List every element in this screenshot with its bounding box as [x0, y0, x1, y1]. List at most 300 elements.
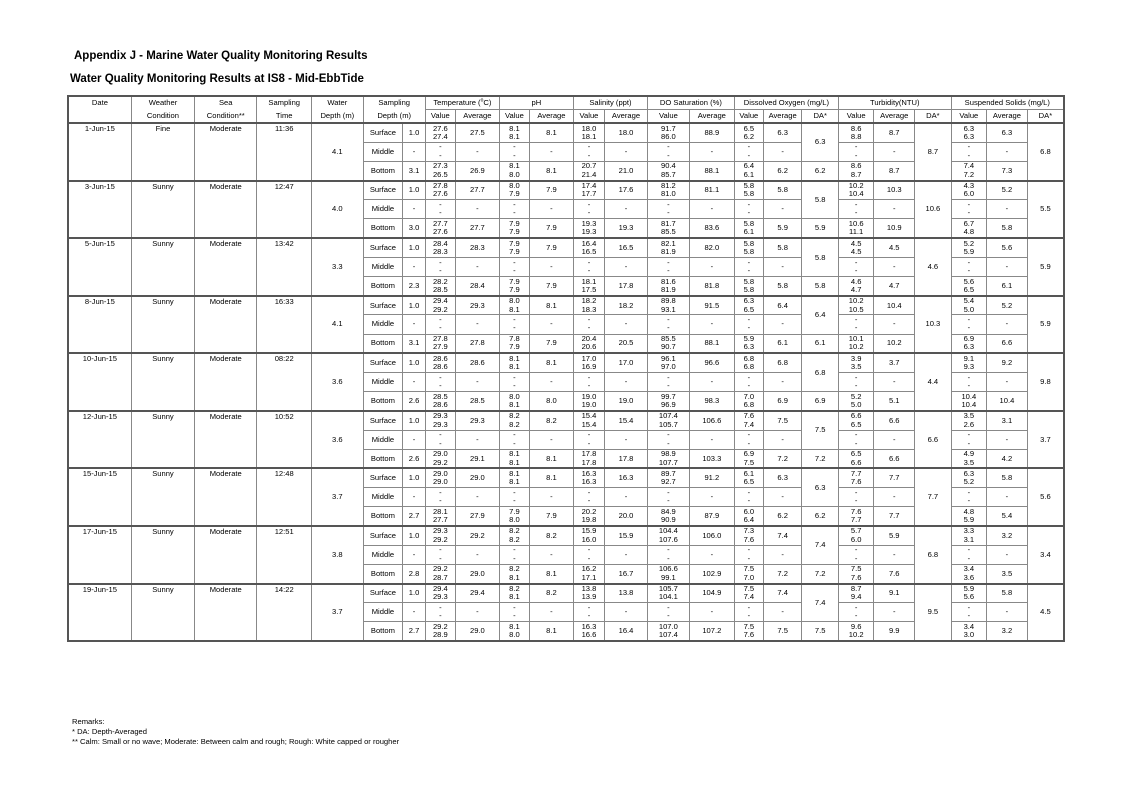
sampling-level-cell: Bottom	[363, 564, 403, 583]
do-saturation-values-reading: 99.1	[660, 572, 676, 582]
salinity-average: 15.4	[605, 411, 648, 430]
suspended-solids-values	[951, 200, 986, 219]
salinity-average: 17.6	[605, 181, 648, 200]
dissolved-oxygen-average: 7.4	[763, 526, 802, 545]
do-saturation-average: 91.5	[689, 296, 734, 315]
dissolved-oxygen-average: 7.4	[763, 584, 802, 603]
suspended-solids-da: 9.8	[1027, 353, 1064, 411]
do-saturation-values	[647, 161, 689, 180]
do-saturation-values-reading: -	[667, 315, 670, 325]
suspended-solids-values-reading: 5.0	[963, 304, 975, 314]
suspended-solids-values-reading: -	[967, 381, 971, 391]
dissolved-oxygen-values-reading: -	[747, 265, 751, 275]
salinity-values	[573, 392, 604, 411]
dissolved-oxygen-values-reading: -	[747, 142, 751, 152]
turbidity-values	[838, 468, 873, 487]
temperature-values-reading: 29.4	[432, 296, 448, 306]
ph-values-reading: -	[513, 265, 516, 275]
temperature-values-reading: 27.4	[432, 131, 448, 141]
salinity-values-reading: -	[587, 265, 591, 275]
dissolved-oxygen-values-reading: 5.8	[743, 284, 755, 294]
dissolved-oxygen-bottom-da: 7.5	[802, 622, 838, 641]
ph-values	[499, 564, 529, 583]
suspended-solids-values-reading: 5.9	[963, 515, 975, 525]
turbidity-values-reading: -	[854, 323, 858, 333]
turbidity-average: 10.4	[874, 296, 915, 315]
weather-cell: Sunny	[131, 296, 194, 354]
temperature-values	[425, 488, 455, 507]
do-saturation-values	[647, 257, 689, 276]
ph-values-reading: 8.1	[509, 161, 520, 171]
appendix-title: Appendix J - Marine Water Quality Monitoring Results	[74, 50, 368, 62]
turbidity-average: 9.1	[874, 584, 915, 603]
sampling-time-cell: 13:42	[257, 238, 312, 296]
header-salinity: Salinity (ppt)	[573, 96, 647, 110]
temperature-values-reading: -	[439, 265, 442, 275]
turbidity-average: 4.5	[874, 238, 915, 257]
turbidity-values-reading: 10.2	[848, 181, 864, 191]
turbidity-average: 7.6	[874, 564, 915, 583]
water-depth-cell: 4.0	[312, 181, 364, 239]
suspended-solids-da: 5.9	[1027, 238, 1064, 296]
temperature-values-reading: -	[439, 487, 442, 497]
dissolved-oxygen-values-reading: 7.6	[743, 630, 755, 640]
suspended-solids-average: -	[987, 603, 1028, 622]
ph-average: 8.2	[529, 584, 573, 603]
header-average: Average	[763, 110, 802, 124]
salinity-values	[573, 334, 604, 353]
temperature-values-reading: -	[439, 323, 442, 333]
ph-average: -	[529, 430, 573, 449]
turbidity-values-reading: -	[854, 430, 858, 440]
sampling-level-cell: Surface	[363, 526, 403, 545]
dissolved-oxygen-average: -	[763, 257, 802, 276]
header-value: Value	[647, 110, 689, 124]
temperature-values	[425, 200, 455, 219]
dissolved-oxygen-average: 5.8	[763, 277, 802, 296]
do-saturation-average: 98.3	[689, 392, 734, 411]
salinity-values	[573, 181, 604, 200]
do-saturation-values-reading: -	[667, 381, 670, 391]
temperature-average: 29.0	[455, 564, 499, 583]
salinity-average: -	[605, 603, 648, 622]
suspended-solids-values	[951, 123, 986, 142]
suspended-solids-values	[951, 564, 986, 583]
sea-condition-cell: Moderate	[195, 238, 257, 296]
dissolved-oxygen-values-reading: 6.0	[743, 506, 755, 516]
salinity-values-reading: 20.7	[581, 161, 597, 171]
temperature-values-reading: 27.7	[432, 515, 448, 525]
salinity-average: -	[605, 430, 648, 449]
suspended-solids-values	[951, 296, 986, 315]
temperature-values	[425, 257, 455, 276]
suspended-solids-values-reading: 6.5	[963, 284, 975, 294]
dissolved-oxygen-da: 6.3	[802, 468, 838, 506]
suspended-solids-values-reading: 2.6	[963, 419, 975, 429]
turbidity-values-reading: -	[854, 150, 858, 160]
do-saturation-values-reading: -	[667, 545, 670, 555]
suspended-solids-values-reading: 4.3	[963, 181, 975, 191]
turbidity-values-reading: 6.5	[850, 419, 862, 429]
sampling-level-cell: Bottom	[363, 392, 403, 411]
salinity-values-reading: 19.3	[581, 227, 597, 237]
ph-values	[499, 315, 529, 334]
turbidity-values	[838, 161, 873, 180]
turbidity-values-reading: 4.5	[850, 238, 862, 248]
ph-values-reading: 8.1	[509, 353, 520, 363]
do-saturation-values-reading: 85.5	[660, 227, 676, 237]
dissolved-oxygen-average: -	[763, 142, 802, 161]
temperature-values-reading: -	[439, 602, 442, 612]
suspended-solids-average: 3.1	[987, 411, 1028, 430]
ph-values-reading: 8.1	[509, 457, 520, 467]
do-saturation-values-reading: -	[667, 553, 670, 563]
dissolved-oxygen-average: 6.2	[763, 507, 802, 526]
turbidity-values-reading: -	[854, 381, 858, 391]
salinity-values-reading: 16.3	[581, 621, 597, 631]
salinity-values	[573, 257, 604, 276]
turbidity-values	[838, 430, 873, 449]
do-saturation-values-reading: -	[667, 611, 670, 621]
salinity-average: 13.8	[605, 584, 648, 603]
salinity-values	[573, 200, 604, 219]
table-row	[68, 181, 1064, 200]
do-saturation-values-reading: 89.7	[660, 468, 676, 478]
suspended-solids-values-reading: 10.4	[961, 399, 977, 409]
turbidity-da: 8.7	[915, 123, 952, 181]
suspended-solids-values-reading: 5.2	[963, 477, 975, 487]
turbidity-values-reading: -	[854, 372, 858, 382]
suspended-solids-values	[951, 334, 986, 353]
salinity-values-reading: 13.9	[581, 592, 597, 602]
temperature-values-reading: 29.3	[432, 411, 448, 421]
ph-values-reading: 8.2	[509, 584, 520, 594]
header-sampling-depth: Sampling	[363, 96, 425, 110]
salinity-values	[573, 219, 604, 238]
header-water-depth-2: Depth (m)	[312, 110, 364, 124]
sampling-level-cell: Surface	[363, 238, 403, 257]
do-saturation-values-reading: 98.9	[660, 449, 676, 459]
dissolved-oxygen-average: 6.8	[763, 353, 802, 372]
salinity-values-reading: 20.4	[581, 334, 597, 344]
weather-cell: Sunny	[131, 181, 194, 239]
dissolved-oxygen-values-reading: -	[747, 496, 751, 506]
ph-values-reading: 7.9	[509, 284, 520, 294]
sea-condition-cell: Moderate	[195, 181, 257, 239]
salinity-average: 19.0	[605, 392, 648, 411]
dissolved-oxygen-values	[734, 238, 763, 257]
temperature-values-reading: -	[439, 315, 442, 325]
temperature-average: 29.3	[455, 411, 499, 430]
do-saturation-average: -	[689, 603, 734, 622]
suspended-solids-average: 5.8	[987, 584, 1028, 603]
turbidity-average: 9.9	[874, 622, 915, 641]
turbidity-values	[838, 219, 873, 238]
ph-average: 7.9	[529, 238, 573, 257]
do-saturation-values-reading: -	[667, 602, 670, 612]
temperature-values	[425, 238, 455, 257]
header-weather: Weather	[131, 96, 194, 110]
ph-average: -	[529, 603, 573, 622]
suspended-solids-values	[951, 526, 986, 545]
do-saturation-average: -	[689, 488, 734, 507]
ph-values-reading: 7.9	[509, 342, 520, 352]
sampling-time-cell: 16:33	[257, 296, 312, 354]
dissolved-oxygen-values-reading: -	[747, 257, 751, 267]
turbidity-values-reading: 6.5	[850, 449, 862, 459]
salinity-values	[573, 372, 604, 391]
suspended-solids-values	[951, 622, 986, 641]
ph-average: 8.1	[529, 564, 573, 583]
turbidity-average: -	[874, 200, 915, 219]
temperature-values-reading: 28.6	[432, 399, 448, 409]
turbidity-values-reading: 8.7	[850, 584, 862, 594]
temperature-values	[425, 372, 455, 391]
sea-condition-cell: Moderate	[195, 526, 257, 584]
turbidity-values	[838, 296, 873, 315]
salinity-average: -	[605, 257, 648, 276]
sampling-depth-cell: -	[403, 545, 426, 564]
dissolved-oxygen-bottom-da: 7.2	[802, 449, 838, 468]
temperature-values	[425, 296, 455, 315]
dissolved-oxygen-values-reading: -	[747, 200, 751, 210]
dissolved-oxygen-values-reading: 6.1	[743, 169, 755, 179]
dissolved-oxygen-da: 6.8	[802, 353, 838, 391]
dissolved-oxygen-values-reading: -	[747, 553, 751, 563]
turbidity-values	[838, 545, 873, 564]
salinity-values-reading: 20.6	[581, 342, 597, 352]
suspended-solids-values-reading: 9.3	[963, 362, 975, 372]
dissolved-oxygen-values-reading: 7.6	[743, 534, 755, 544]
suspended-solids-values	[951, 411, 986, 430]
ph-values-reading: 7.8	[509, 334, 520, 344]
header-dissolved-oxygen: Dissolved Oxygen (mg/L)	[734, 96, 838, 110]
salinity-values-reading: 18.1	[581, 276, 597, 286]
salinity-average: 15.9	[605, 526, 648, 545]
turbidity-average: 4.7	[874, 277, 915, 296]
temperature-values-reading: 27.6	[432, 227, 448, 237]
ph-values-reading: -	[513, 438, 516, 448]
dissolved-oxygen-values	[734, 545, 763, 564]
date-cell: 17-Jun-15	[68, 526, 131, 584]
salinity-values-reading: 17.0	[581, 353, 597, 363]
sampling-depth-cell: 1.0	[403, 353, 426, 372]
salinity-values-reading: -	[587, 496, 591, 506]
temperature-average: -	[455, 488, 499, 507]
suspended-solids-values-reading: -	[967, 430, 971, 440]
ph-values	[499, 219, 529, 238]
ph-values	[499, 257, 529, 276]
salinity-values-reading: 15.9	[581, 526, 597, 536]
turbidity-da: 6.8	[915, 526, 952, 584]
do-saturation-values	[647, 353, 689, 372]
do-saturation-values	[647, 603, 689, 622]
ph-values-reading: 8.1	[509, 477, 520, 487]
temperature-values	[425, 584, 455, 603]
temperature-average: 27.9	[455, 507, 499, 526]
temperature-average: -	[455, 257, 499, 276]
suspended-solids-values	[951, 507, 986, 526]
do-saturation-values	[647, 315, 689, 334]
turbidity-values-reading: 3.9	[850, 353, 862, 363]
sampling-time-cell: 12:47	[257, 181, 312, 239]
salinity-average: 18.2	[605, 296, 648, 315]
header-value: Value	[573, 110, 604, 124]
salinity-average: -	[605, 315, 648, 334]
salinity-values-reading: 20.2	[581, 506, 597, 516]
ph-values-reading: 8.1	[509, 131, 520, 141]
turbidity-average: -	[874, 488, 915, 507]
dissolved-oxygen-da: 7.4	[802, 526, 838, 564]
weather-cell: Sunny	[131, 411, 194, 469]
ph-values	[499, 584, 529, 603]
temperature-average: 29.4	[455, 584, 499, 603]
sampling-depth-cell: 1.0	[403, 181, 426, 200]
salinity-values-reading: -	[587, 315, 591, 325]
do-saturation-values-reading: 85.7	[660, 169, 676, 179]
suspended-solids-average: 3.2	[987, 622, 1028, 641]
table-row	[68, 584, 1064, 603]
dissolved-oxygen-values	[734, 603, 763, 622]
do-saturation-values-reading: 99.7	[660, 391, 676, 401]
dissolved-oxygen-average: -	[763, 603, 802, 622]
sampling-time-cell: 11:36	[257, 123, 312, 181]
ph-values	[499, 392, 529, 411]
turbidity-values	[838, 449, 873, 468]
suspended-solids-values	[951, 372, 986, 391]
suspended-solids-values-reading: 3.1	[963, 534, 975, 544]
do-saturation-values-reading: 81.7	[660, 218, 676, 228]
dissolved-oxygen-values-reading: 7.0	[743, 572, 755, 582]
temperature-values	[425, 545, 455, 564]
suspended-solids-values-reading: 6.9	[963, 334, 975, 344]
dissolved-oxygen-values-reading: 6.8	[743, 362, 755, 372]
suspended-solids-average: -	[987, 315, 1028, 334]
temperature-average: 28.3	[455, 238, 499, 257]
header-value: Value	[951, 110, 986, 124]
salinity-values	[573, 161, 604, 180]
suspended-solids-values-reading: -	[967, 372, 971, 382]
header-temperature: Temperature ($^o$C)	[425, 96, 499, 110]
do-saturation-values-reading: 90.7	[660, 342, 676, 352]
temperature-values-reading: 29.0	[432, 449, 448, 459]
salinity-values-reading: -	[587, 430, 591, 440]
do-saturation-values	[647, 181, 689, 200]
dissolved-oxygen-values	[734, 488, 763, 507]
sampling-time-cell: 12:48	[257, 468, 312, 526]
dissolved-oxygen-values-reading: 6.1	[743, 227, 755, 237]
temperature-values-reading: 28.3	[432, 246, 448, 256]
sampling-depth-cell: -	[403, 200, 426, 219]
ph-average: 7.9	[529, 277, 573, 296]
do-saturation-values	[647, 507, 689, 526]
suspended-solids-values-reading: 6.3	[963, 468, 975, 478]
ph-average: 8.1	[529, 449, 573, 468]
dissolved-oxygen-values-reading: -	[747, 430, 751, 440]
turbidity-values	[838, 353, 873, 372]
ph-values	[499, 488, 529, 507]
turbidity-values	[838, 257, 873, 276]
suspended-solids-average: 5.6	[987, 238, 1028, 257]
sampling-level-cell: Surface	[363, 584, 403, 603]
turbidity-average: 10.3	[874, 181, 915, 200]
table-title: Water Quality Monitoring Results at IS8 - Mid-EbbTide	[70, 73, 364, 85]
water-quality-table	[67, 95, 1065, 642]
sampling-depth-cell: 1.0	[403, 411, 426, 430]
temperature-values-reading: 29.0	[432, 477, 448, 487]
header-value: Value	[734, 110, 763, 124]
turbidity-da: 4.6	[915, 238, 952, 296]
temperature-values-reading: -	[439, 438, 442, 448]
dissolved-oxygen-values-reading: 7.4	[743, 592, 755, 602]
temperature-values-reading: -	[439, 150, 442, 160]
turbidity-values-reading: 7.5	[850, 564, 862, 574]
do-saturation-average: 87.9	[689, 507, 734, 526]
ph-values-reading: -	[513, 602, 516, 612]
sampling-depth-cell: 3.1	[403, 161, 426, 180]
sampling-level-cell: Middle	[363, 200, 403, 219]
turbidity-values-reading: 6.6	[850, 411, 862, 421]
dissolved-oxygen-values-reading: 7.5	[743, 584, 755, 594]
dissolved-oxygen-values-reading: -	[747, 602, 751, 612]
header-sea: Sea	[195, 96, 257, 110]
do-saturation-values-reading: 107.0	[658, 621, 678, 631]
do-saturation-average: 88.1	[689, 161, 734, 180]
salinity-values	[573, 545, 604, 564]
salinity-values-reading: 13.8	[581, 584, 597, 594]
sampling-level-cell: Surface	[363, 123, 403, 142]
dissolved-oxygen-average: 6.4	[763, 296, 802, 315]
do-saturation-values-reading: 86.0	[660, 131, 676, 141]
dissolved-oxygen-values	[734, 622, 763, 641]
ph-average: 8.2	[529, 526, 573, 545]
do-saturation-average: -	[689, 200, 734, 219]
ph-values-reading: 8.2	[509, 564, 520, 574]
suspended-solids-average: 6.6	[987, 334, 1028, 353]
dissolved-oxygen-values-reading: 6.5	[743, 477, 755, 487]
suspended-solids-values-reading: 6.0	[963, 189, 975, 199]
suspended-solids-da: 3.4	[1027, 526, 1064, 584]
dissolved-oxygen-values-reading: -	[747, 545, 751, 555]
header-value: Value	[838, 110, 873, 124]
suspended-solids-values	[951, 238, 986, 257]
temperature-values-reading: 29.4	[432, 584, 448, 594]
suspended-solids-values-reading: -	[967, 315, 971, 325]
sampling-depth-cell: -	[403, 315, 426, 334]
temperature-average: -	[455, 315, 499, 334]
do-saturation-values-reading: 89.8	[660, 296, 676, 306]
ph-values-reading: 8.0	[509, 391, 520, 401]
turbidity-values	[838, 334, 873, 353]
table-row	[68, 411, 1064, 430]
sampling-level-cell: Middle	[363, 488, 403, 507]
suspended-solids-values-reading: -	[967, 602, 971, 612]
dissolved-oxygen-bottom-da: 6.2	[802, 161, 838, 180]
dissolved-oxygen-values-reading: 7.5	[743, 621, 755, 631]
suspended-solids-values	[951, 488, 986, 507]
salinity-values-reading: 21.4	[581, 169, 597, 179]
date-cell: 12-Jun-15	[68, 411, 131, 469]
date-cell: 1-Jun-15	[68, 123, 131, 181]
sampling-depth-cell: -	[403, 372, 426, 391]
dissolved-oxygen-values	[734, 219, 763, 238]
do-saturation-average: 106.0	[689, 526, 734, 545]
turbidity-values	[838, 526, 873, 545]
dissolved-oxygen-values-reading: 5.8	[743, 189, 755, 199]
salinity-values	[573, 449, 604, 468]
turbidity-average: -	[874, 257, 915, 276]
salinity-average: 16.4	[605, 622, 648, 641]
